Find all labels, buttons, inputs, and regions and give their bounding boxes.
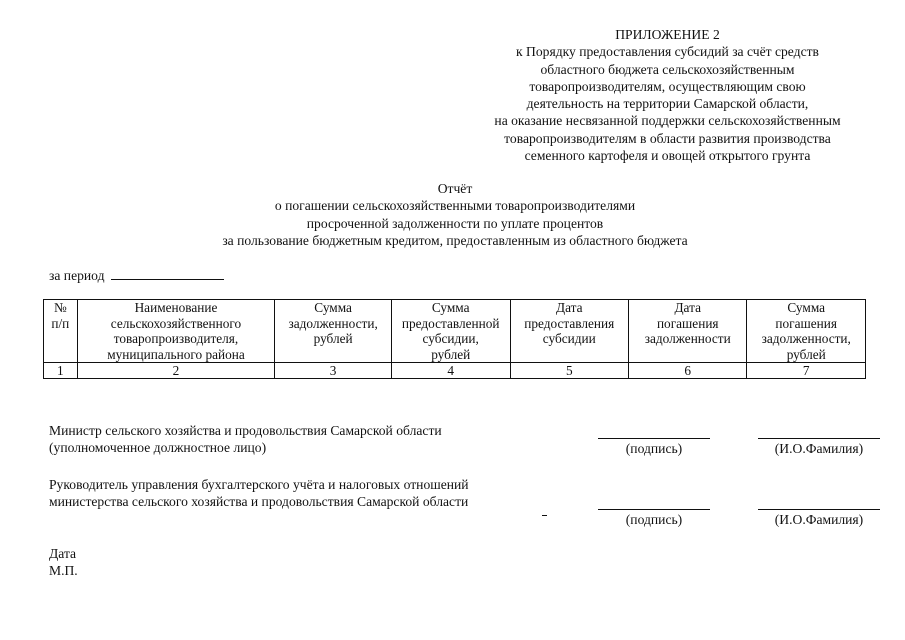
report-subtitle-line: о погашении сельскохозяйственными товаропроизводителями <box>274 198 636 214</box>
signatory-subtitle: (уполномоченное должностное лицо) <box>49 440 267 456</box>
name-caption: (И.О.Фамилия) <box>774 441 864 456</box>
signatory-title: Министр сельского хозяйства и продовольствия Самарской области <box>49 423 442 438</box>
column-number-cell: 6 <box>629 363 747 379</box>
column-number-cell: 1 <box>44 363 78 379</box>
column-header-debt-sum: Сумма задолженности, рублей <box>275 300 392 363</box>
column-number-cell: 3 <box>275 363 392 379</box>
appendix-line: к Порядку предоставления субсидий за счёт средств <box>516 44 819 60</box>
stamp-label: М.П. <box>49 563 78 579</box>
report-heading: Отчёт <box>437 181 473 196</box>
signatory-subtitle: министерства сельского хозяйства и продовольствия Самарской области <box>49 494 469 510</box>
report-subtitle-line: просроченной задолженности по уплате процентов <box>306 215 604 231</box>
column-header-producer: Наименование сельскохозяйственного товаропроизводителя, муниципального района <box>77 300 275 363</box>
appendix-line: на оказание несвязанной поддержки сельскохозяйственным <box>494 113 841 129</box>
table-header-row <box>44 300 866 363</box>
column-header-repayment-sum: Сумма погашения задолженности, рублей <box>747 300 866 363</box>
name-line[interactable] <box>758 438 880 439</box>
column-header-number: № п/п <box>44 300 78 363</box>
footer <box>49 545 78 580</box>
period-label: за период <box>49 268 105 283</box>
signatory-minister <box>49 422 442 457</box>
name-caption: (И.О.Фамилия) <box>774 512 864 527</box>
appendix-line: товаропроизводителям, осуществляющим свою <box>529 78 806 94</box>
period-row <box>49 267 224 284</box>
dash-mark <box>542 515 547 516</box>
appendix-header <box>430 26 905 164</box>
report-table <box>43 299 866 379</box>
appendix-line: товаропроизводителям в области развития производства <box>504 130 831 146</box>
column-number-cell: 2 <box>77 363 275 379</box>
signature-line[interactable] <box>598 509 710 510</box>
signature-line[interactable] <box>598 438 710 439</box>
signatory-title: Руководитель управления бухгалтерского учёта и налоговых отношений <box>49 477 469 492</box>
appendix-title: ПРИЛОЖЕНИЕ 2 <box>615 27 720 42</box>
column-number-cell: 7 <box>747 363 866 379</box>
signature-caption: (подпись) <box>625 441 683 456</box>
appendix-line: областного бюджета сельскохозяйственным <box>540 61 795 77</box>
appendix-line: семенного картофеля и овощей открытого грунта <box>524 148 811 164</box>
signatory-accounting-head <box>49 476 469 511</box>
name-line[interactable] <box>758 509 880 510</box>
column-number-cell: 5 <box>510 363 629 379</box>
table-row <box>44 363 866 379</box>
report-title <box>60 180 850 249</box>
column-header-subsidy-date: Дата предоставления субсидии <box>510 300 629 363</box>
signature-caption: (подпись) <box>625 512 683 527</box>
column-header-subsidy-sum: Сумма предоставленной субсидии, рублей <box>391 300 510 363</box>
appendix-line: деятельность на территории Самарской области, <box>526 96 809 112</box>
column-number-cell: 4 <box>391 363 510 379</box>
column-header-repayment-date: Дата погашения задолженности <box>629 300 747 363</box>
period-blank-line[interactable] <box>111 267 224 280</box>
date-label: Дата <box>49 546 77 561</box>
report-subtitle-line: за пользование бюджетным кредитом, предоставленным из областного бюджета <box>222 232 688 248</box>
